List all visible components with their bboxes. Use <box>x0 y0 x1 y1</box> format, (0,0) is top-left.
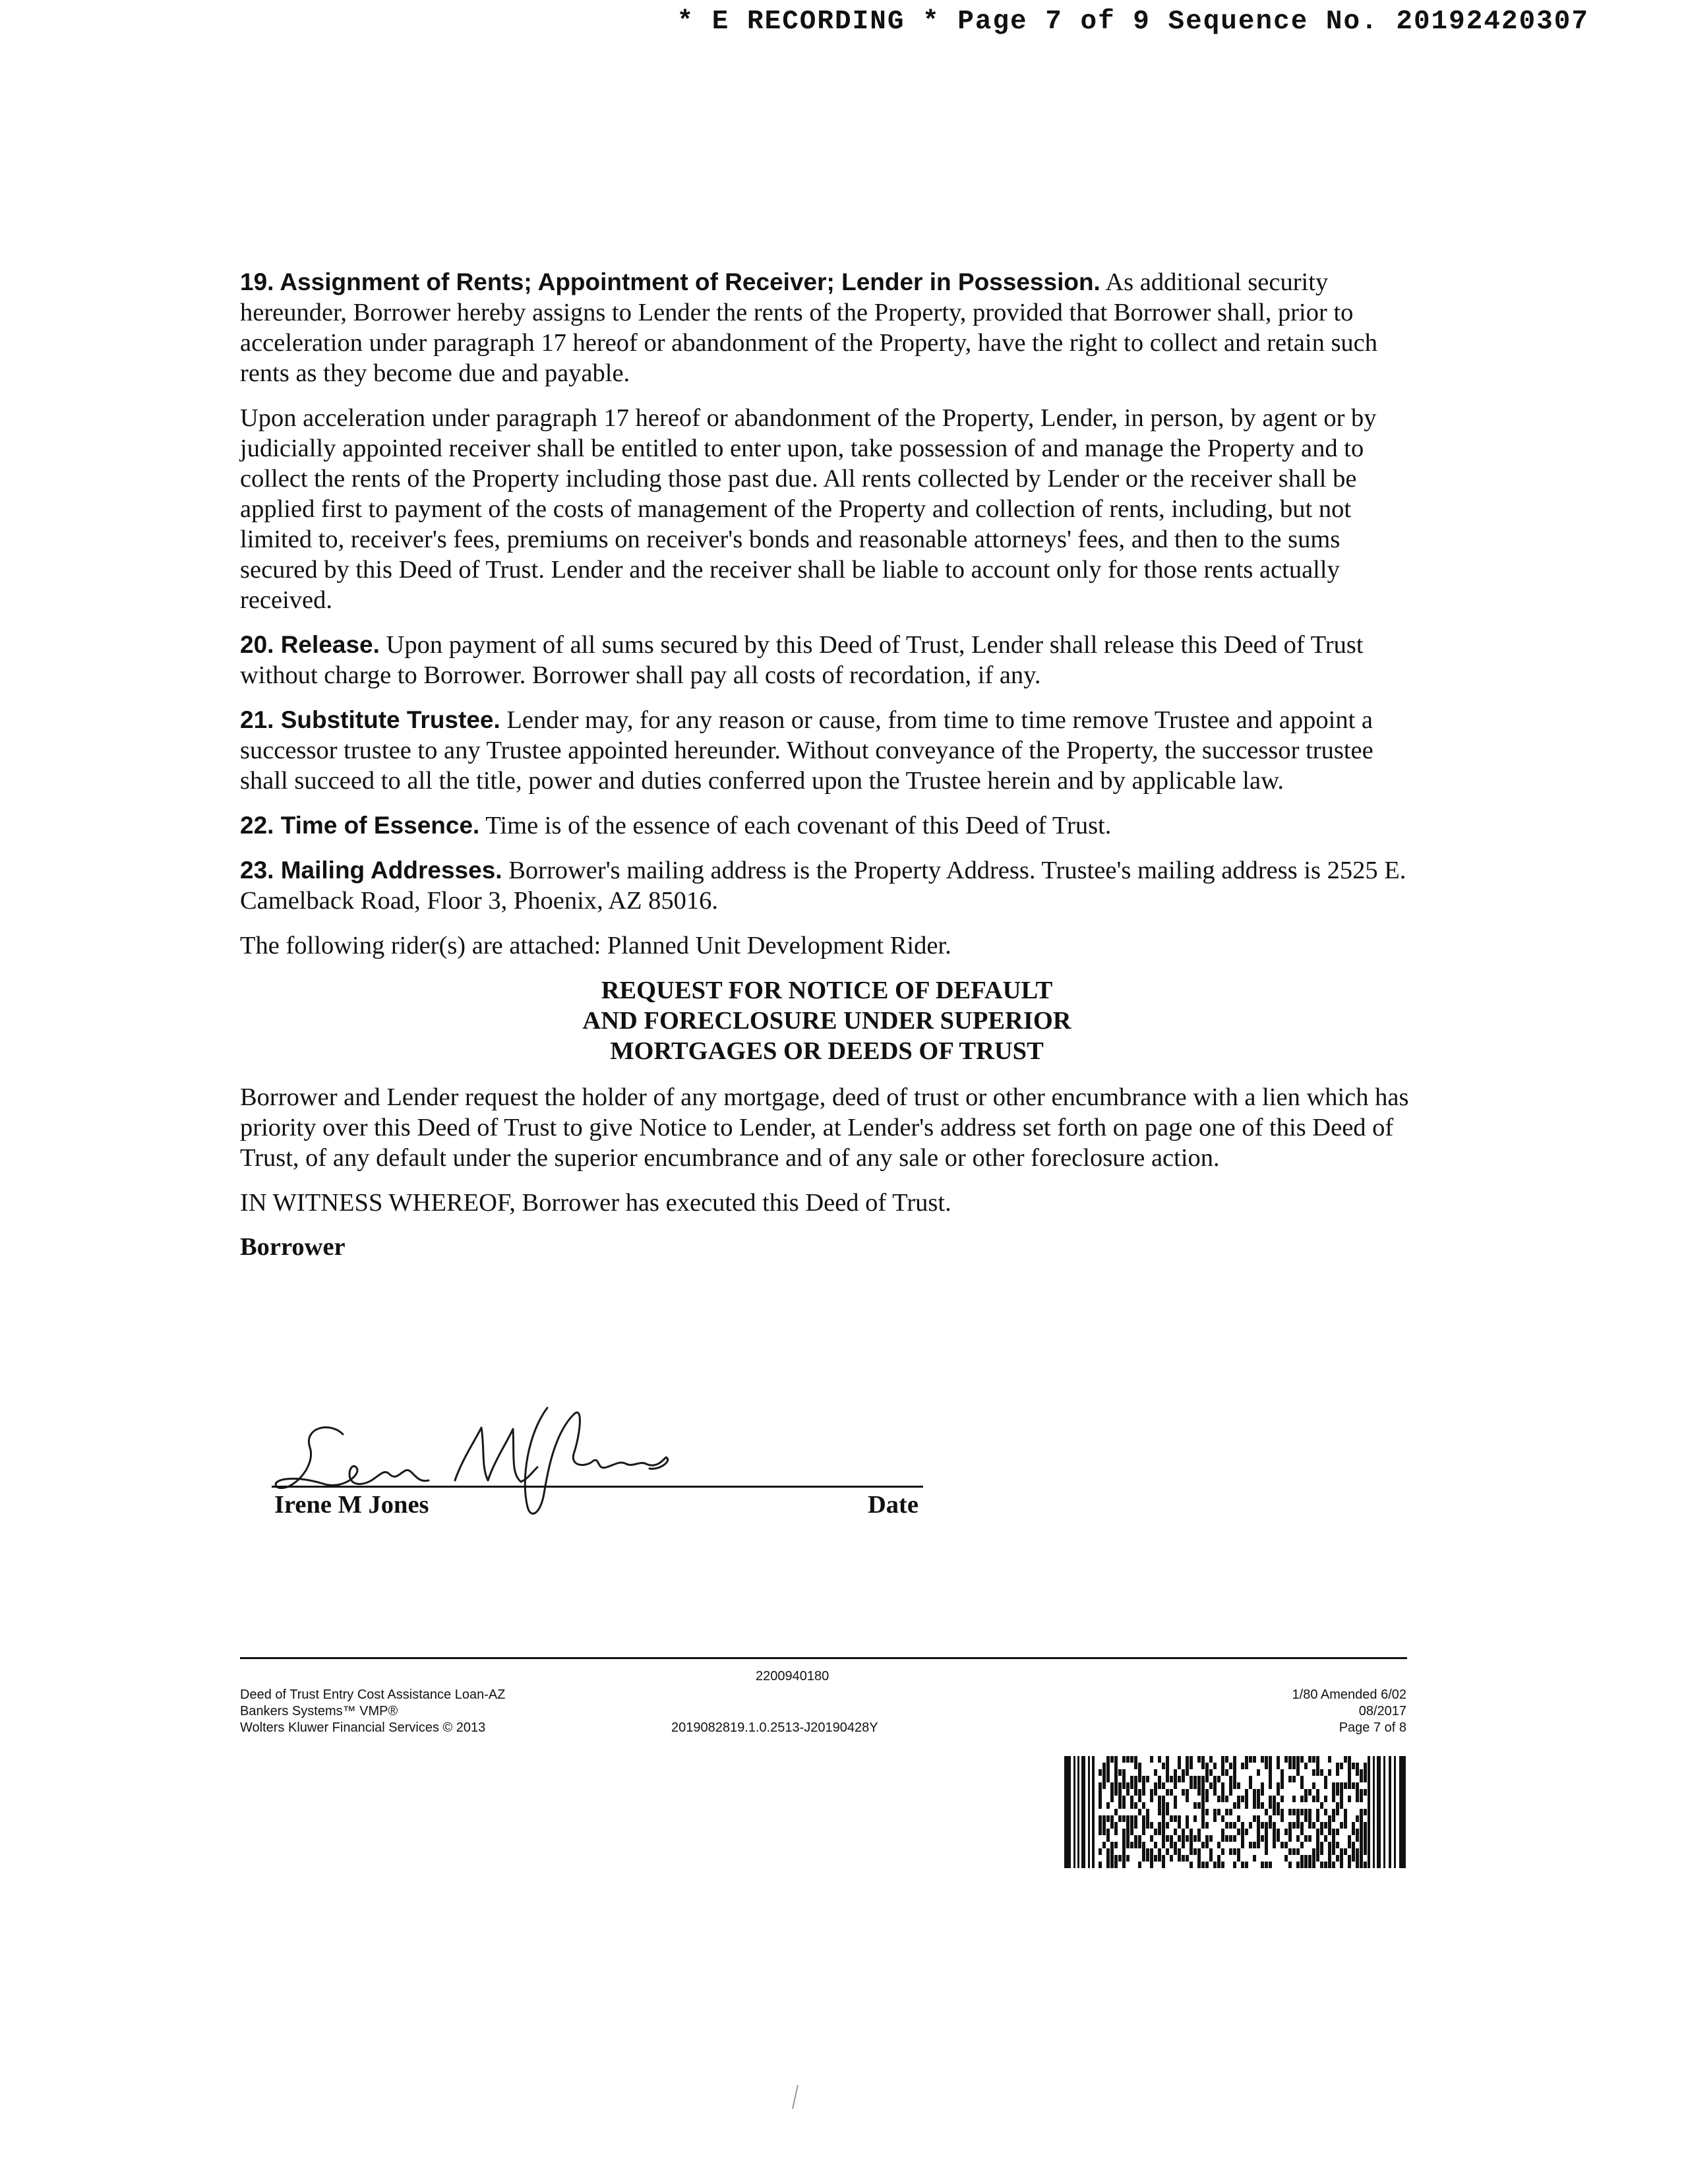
section-22-heading: 22. Time of Essence. <box>240 812 480 839</box>
request-title <box>240 975 1414 1066</box>
signature-line <box>272 1486 923 1488</box>
request-title-line: MORTGAGES OR DEEDS OF TRUST <box>610 1037 1044 1065</box>
section-19 <box>240 267 1414 388</box>
request-title-line: AND FORECLOSURE UNDER SUPERIOR <box>582 1007 1071 1035</box>
footer-form-info <box>240 1687 505 1736</box>
footer-form-line: Bankers Systems™ VMP® <box>240 1704 398 1718</box>
section-21 <box>240 705 1414 796</box>
footer-form-line: Deed of Trust Entry Cost Assistance Loan-AZ <box>240 1687 506 1702</box>
footer-page-number: Page 7 of 8 <box>1339 1720 1406 1735</box>
signer-name: Irene M Jones <box>274 1491 429 1519</box>
document-body <box>240 267 1414 1261</box>
section-21-heading: 21. Substitute Trustee. <box>240 706 500 733</box>
witness-line: IN WITNESS WHEREOF, Borrower has executed this Deed of Trust. <box>240 1189 951 1217</box>
pdf417-barcode <box>1064 1756 1408 1868</box>
section-20-heading: 20. Release. <box>240 631 380 658</box>
scan-mark <box>791 2084 799 2110</box>
document-id: 2019082819.1.0.2513-J20190428Y <box>671 1720 878 1735</box>
section-23-text: Borrower's mailing address is the Property Address. Trustee's mailing address is 2525 E. Camelback Road, Floor 3, Phoenix, AZ 85016. <box>240 857 1406 915</box>
section-23-heading: 23. Mailing Addresses. <box>240 857 502 884</box>
footer-rule <box>240 1657 1407 1659</box>
section-22 <box>240 810 1414 841</box>
loan-number: 2200940180 <box>756 1669 829 1684</box>
section-19-continued-text: Upon acceleration under paragraph 17 hereof or abandonment of the Property, Lender, in person, by agent or by judicially appointed receiver shall be entitled to enter upon, take possession of and manage the Property and to collect the rents of the Property including those past due. All rents collected by Lender or the receiver shall be applied first to payment of the costs of management of the Property and collection of rents, including, but not limited to, receiver's fees, premiums on receiver's bonds and reasonable attorneys' fees, and then to the sums secured by this Deed of Trust. Lender and the receiver shall be liable to account only for those rents actually received. <box>240 404 1377 614</box>
request-title-line: REQUEST FOR NOTICE OF DEFAULT <box>601 977 1053 1004</box>
recording-header: * E RECORDING * Page 7 of 9 Sequence No. 20192420307 <box>677 7 1589 37</box>
section-19-heading: 19. Assignment of Rents; Appointment of Receiver; Lender in Possession. <box>240 268 1100 295</box>
section-21-text: Lender may, for any reason or cause, from time to time remove Trustee and appoint a successor trustee to any Trustee appointed hereunder. Without conveyance of the Property, the successor trustee shall succeed to all the title, power and duties conferred upon the Trustee herein and by applicable law. <box>240 706 1373 795</box>
section-23 <box>240 855 1414 916</box>
section-19-text: As additional security hereunder, Borrower hereby assigns to Lender the rents of the Property, provided that Borrower shall, prior to acceleration under paragraph 17 hereof or abandonment of the Property, have the right to collect and retain such rents as they become due and payable. <box>240 268 1378 387</box>
borrower-label: Borrower <box>240 1233 346 1261</box>
footer-page-info <box>1292 1687 1406 1736</box>
section-20 <box>240 630 1414 690</box>
footer-form-line: Wolters Kluwer Financial Services © 2013 <box>240 1720 486 1735</box>
date-label: Date <box>868 1491 919 1519</box>
request-text: Borrower and Lender request the holder of any mortgage, deed of trust or other encumbrance with a lien which has priority over this Deed of Trust to give Notice to Lender, at Lender's address set forth on page one of this Deed of Trust, of any default under the superior encumbrance and of any sale or other foreclosure action. <box>240 1083 1409 1172</box>
footer-revision: 1/80 Amended 6/02 <box>1292 1687 1406 1702</box>
section-19-continued <box>240 403 1414 615</box>
riders-line: The following rider(s) are attached: Planned Unit Development Rider. <box>240 932 951 959</box>
footer-date: 08/2017 <box>1358 1704 1406 1718</box>
section-22-text: Time is of the essence of each covenant of this Deed of Trust. <box>479 812 1112 839</box>
section-20-text: Upon payment of all sums secured by this Deed of Trust, Lender shall release this Deed of Trust without charge to Borrower. Borrower shall pay all costs of recordation, if any. <box>240 631 1364 689</box>
